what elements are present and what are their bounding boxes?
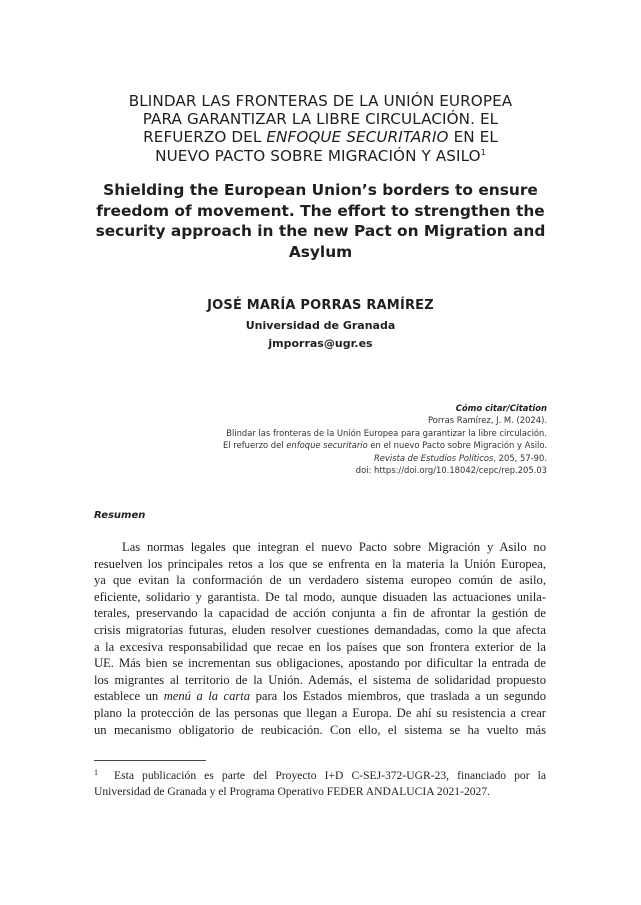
- abstract-line: a la excesiva responsabilidad que recae en los países que son frontera exterior de la: [94, 639, 546, 654]
- english-title-line-4: Asylum: [288, 242, 353, 261]
- citation-title-2b: en el nuevo Pacto sobre Migración y Asilo.: [370, 440, 547, 451]
- citation-title-2a: El refuerzo del: [223, 440, 284, 451]
- abstract-line: UE. Más bien se incrementan sus obligaciones, apostando por dificultar la entrada de: [94, 656, 546, 671]
- citation-journal: Revista de Estudios Políticos: [373, 452, 494, 463]
- abstract-body: [94, 539, 546, 738]
- spanish-title-line-1: BLINDAR LAS FRONTERAS DE LA UNIÓN EUROPEA: [128, 92, 513, 110]
- spanish-title-line-3a: REFUERZO DEL: [143, 128, 262, 147]
- abstract-line-10a: establece un: [94, 689, 159, 704]
- english-title-line-1: Shielding the European Union’s borders to ensure: [103, 181, 538, 199]
- footnote-number: 1: [94, 768, 98, 777]
- footnote-line-2: Universidad de Granada y el Programa Operativo FEDER ANDALUCIA 2021-2027.: [94, 785, 491, 798]
- spanish-title-line-2: PARA GARANTIZAR LA LIBRE CIRCULACIÓN. EL: [142, 110, 499, 129]
- author-email[interactable]: jmporras@ugr.es: [268, 337, 373, 350]
- spanish-title-line-4: NUEVO PACTO SOBRE MIGRACIÓN Y ASILO: [155, 146, 481, 165]
- spanish-title: [60, 92, 581, 165]
- abstract-line: Las normas legales que integran el nuevo Pacto sobre Migración y Asilo no: [122, 540, 546, 554]
- citation-label: Cómo citar/Citation: [455, 403, 547, 413]
- citation-title-line-2: [127, 439, 547, 451]
- abstract-line: ya que evitan la conformación de un verdadero sistema europeo común de asilo,: [94, 573, 546, 588]
- abstract-heading: Resumen: [94, 510, 146, 521]
- footnote-divider: [94, 760, 206, 761]
- citation-journal-line: [127, 452, 547, 464]
- author-affiliation: Universidad de Granada: [245, 319, 396, 332]
- footnote-reference[interactable]: 1: [480, 147, 486, 157]
- citation-title-emphasis: enfoque securitario: [286, 440, 368, 451]
- citation-doi[interactable]: doi: https://doi.org/10.18042/cepc/rep.205.03: [355, 465, 547, 476]
- abstract-line: los migrantes al territorio de la Unión. Además, el sistema de solidaridad propuesto: [94, 672, 546, 687]
- footnote: [94, 768, 546, 800]
- author-name: JOSÉ MARÍA PORRAS RAMÍREZ: [207, 298, 434, 313]
- spanish-title-line-3b: EN EL: [453, 128, 498, 147]
- english-title-line-3: security approach in the new Pact on Migration and: [95, 222, 546, 240]
- abstract-line: eficiente, solidario y garantista. De tal modo, aunque disuaden las actuaciones unila-: [94, 589, 546, 604]
- footnote-line-1: Esta publicación es parte del Proyecto I+D C-SEJ-372-UGR-23, financiado por la: [114, 769, 546, 782]
- citation-authors: Porras Ramírez, J. M. (2024).: [427, 415, 547, 426]
- abstract-line: resuelven los principales retos a los que se enfrenta en la materia la Unión Europea,: [94, 556, 546, 571]
- spanish-title-emphasis: ENFOQUE SECURITARIO: [266, 128, 449, 147]
- abstract-line: plano la protección de las personas que llegan a Europa. De ahí su resistencia a crear: [94, 705, 546, 720]
- abstract-emphasis: menú a la carta: [163, 689, 251, 704]
- citation-block: [127, 402, 547, 476]
- abstract-line: terales, preservando la capacidad de acción conjunta a fin de afrontar la gestión de: [94, 606, 546, 621]
- abstract-line: [94, 688, 546, 705]
- abstract-line-10b: para los Estados miembros, que traslada a un segundo: [255, 689, 546, 704]
- english-title-line-2: freedom of movement. The effort to strengthen the: [96, 201, 545, 220]
- author-block: [100, 297, 541, 353]
- citation-volume-pages: , 205, 57-90.: [493, 452, 547, 463]
- abstract-line: un mecanismo obligatorio de reubicación. Con ello, el sistema se ha vuelto más: [94, 722, 546, 737]
- abstract-line: crisis migratorias futuras, eluden resolver cuestiones demandadas, como la que afecta: [94, 622, 546, 637]
- citation-title-line-1: Blindar las fronteras de la Unión Europea para garantizar la libre circulación.: [226, 427, 547, 438]
- english-title: [60, 180, 581, 262]
